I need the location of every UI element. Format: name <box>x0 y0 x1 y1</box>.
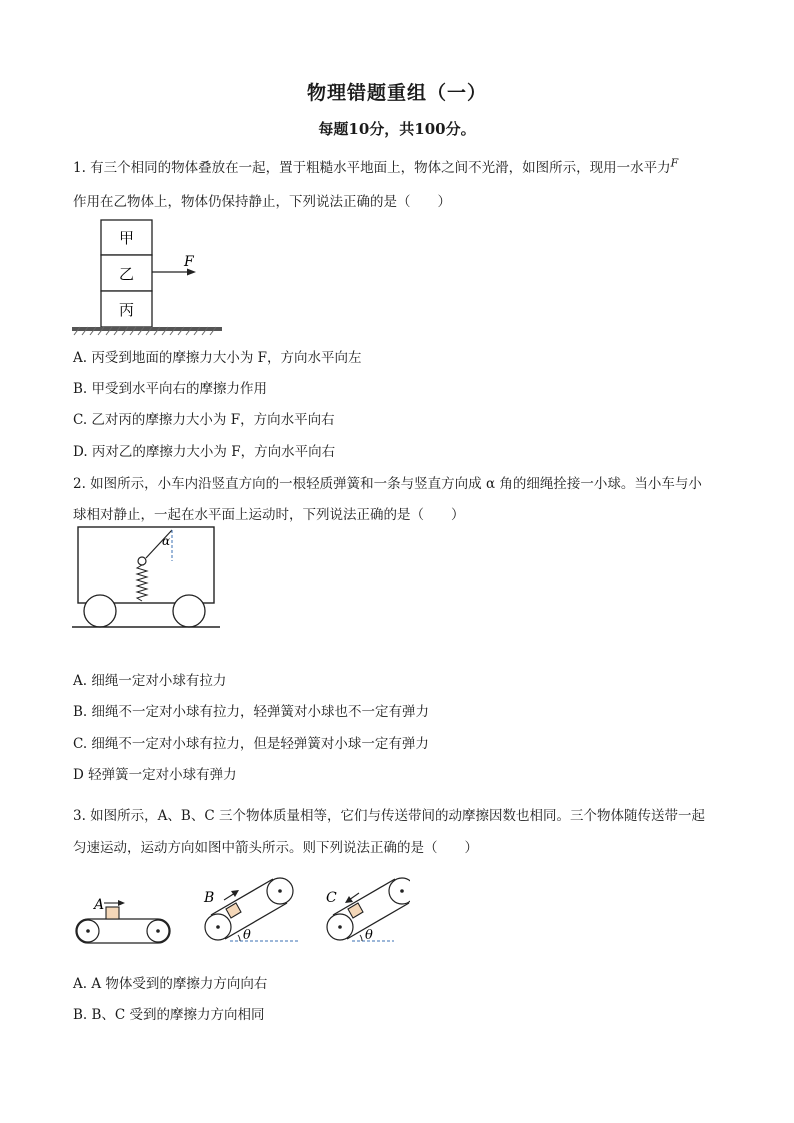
question-3-option-b: B. B、C 受到的摩擦力方向相同 <box>73 1007 265 1023</box>
horizontal-conveyor-a <box>76 900 170 943</box>
question-3-option-a: A. A 物体受到的摩擦力方向向右 <box>73 976 268 992</box>
question-2-option-d: D 轻弹簧一定对小球有弹力 <box>73 767 237 783</box>
stacked-blocks-diagram <box>70 218 230 340</box>
question-1-stem-line-2: 作用在乙物体上，物体仍保持静止，下列说法正确的是（ ） <box>73 194 451 210</box>
question-3-stem-line-1: 3. 如图所示，A、B、C 三个物体质量相等，它们与传送带间的动摩擦因数也相同。三个物体随传送带一起 <box>73 808 705 824</box>
question-2-stem-line-2: 球相对静止，一起在水平面上运动时，下列说法正确的是（ ） <box>73 507 465 523</box>
block-bing-label: 丙 <box>118 301 135 319</box>
page-title: 物理错题重组（一） <box>306 82 487 104</box>
question-1-figure <box>70 218 230 340</box>
force-label: F <box>184 254 194 270</box>
label-a: A <box>94 897 105 913</box>
angle-label-b: θ <box>243 928 251 943</box>
label-c: C <box>326 890 337 906</box>
question-2-option-c: C. 细绳不一定对小球有拉力，但是轻弹簧对小球一定有弹力 <box>73 736 429 752</box>
question-1-option-b: B. 甲受到水平向右的摩擦力作用 <box>73 381 268 397</box>
question-3-stem-line-2: 匀速运动，运动方向如图中箭头所示。则下列说法正确的是（ ） <box>73 840 478 856</box>
label-b: B <box>204 890 215 906</box>
question-1-stem-text: 1. 有三个相同的物体叠放在一起，置于粗糙水平地面上，物体之间不光滑，如图所示，现用一水平力 <box>73 160 671 176</box>
question-1-option-d: D. 丙对乙的摩擦力大小为 F，方向水平向右 <box>73 444 336 460</box>
question-3-figure <box>70 875 410 950</box>
conveyor-belts-diagram <box>70 875 410 950</box>
question-2-option-a: A. 细绳一定对小球有拉力 <box>73 673 227 689</box>
question-2-figure <box>70 525 230 635</box>
question-1-stem-line-1 <box>73 156 733 176</box>
cart-spring-diagram <box>70 525 230 635</box>
page-subtitle: 每题10分，共100分。 <box>318 120 476 138</box>
question-1-option-a: A. 丙受到地面的摩擦力大小为 F，方向水平向左 <box>73 350 362 366</box>
inclined-conveyor-b <box>205 878 298 941</box>
small-ball <box>138 557 146 565</box>
block-jia-label: 甲 <box>118 229 135 247</box>
cart-body <box>78 527 214 603</box>
block-yi-label: 乙 <box>118 265 135 283</box>
question-1-force-var: F <box>670 156 679 170</box>
angle-label: α <box>162 534 171 548</box>
question-2-stem-line-1: 2. 如图所示，小车内沿竖直方向的一根轻质弹簧和一条与竖直方向成 α 角的细绳拴接一小球。当小车与小 <box>73 476 702 492</box>
question-2-option-b: B. 细绳不一定对小球有拉力，轻弹簧对小球也不一定有弹力 <box>73 704 430 720</box>
right-wheel <box>173 595 205 627</box>
angle-label-c: θ <box>365 928 373 943</box>
spring <box>137 565 147 601</box>
question-1-option-c: C. 乙对丙的摩擦力大小为 F，方向水平向右 <box>73 412 335 428</box>
left-wheel <box>84 595 116 627</box>
